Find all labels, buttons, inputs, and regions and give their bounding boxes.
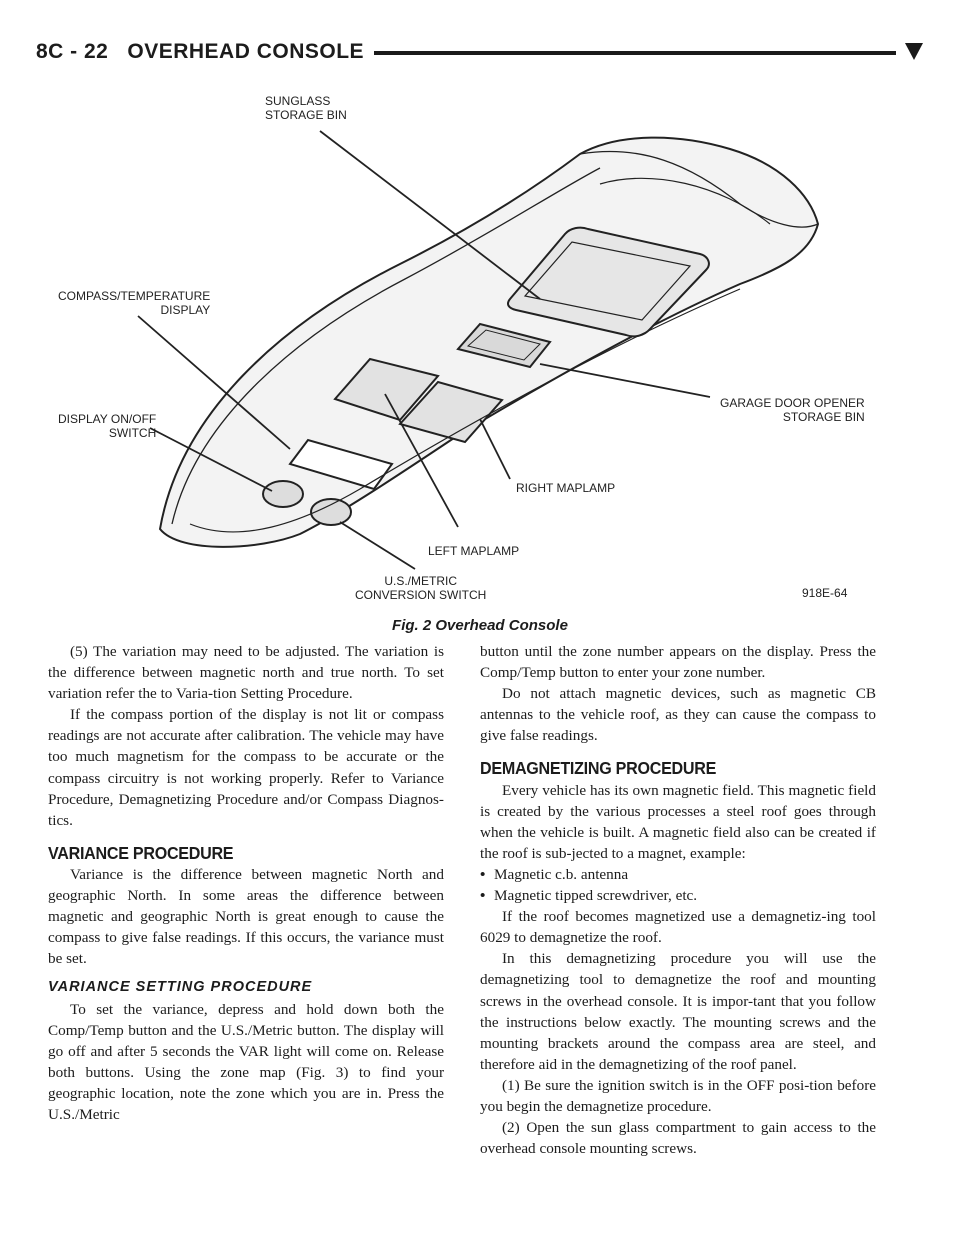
paragraph: In this demagnetizing procedure you will use the demagnetizing tool to demagnetize the roof and mounting screws in the overhead console. It is impor-tant that you follow the instructions below exactly. The mounting screws and the mounting brackets around the compass area are steel, and therefore aid in the demagnetizing of the roof panel. [480, 950, 876, 1073]
right-column [480, 641, 876, 1159]
bullet-icon: • [480, 887, 486, 905]
paragraph: (2) Open the sun glass compartment to gain access to the overhead console mounting screws. [480, 1119, 876, 1158]
section-heading-variance: VARIANCE PROCEDURE [48, 842, 234, 863]
list-item-text: Magnetic tipped screwdriver, etc. [494, 887, 698, 905]
display-switch-label: DISPLAY ON/OFF SWITCH [58, 412, 157, 440]
list-item-text: Magnetic c.b. antenna [494, 865, 629, 883]
left-maplamp-label: LEFT MAPLAMP [428, 544, 520, 558]
left-column [48, 641, 444, 1125]
list-item [480, 864, 876, 885]
paragraph: If the roof becomes magnetized use a demagnetiz-ing tool 6029 to demagnetize the roof. [480, 908, 876, 947]
compass-display-label: COMPASS/TEMPERATURE DISPLAY [58, 289, 211, 317]
page-title: 8C - 22 OVERHEAD CONSOLE [36, 40, 374, 64]
chevron-down-icon [904, 41, 924, 61]
paragraph: Every vehicle has its own magnetic field. This magnetic field is created by the various processes a steel roof goes through when the vehicle is built. A magnetic field also can be created if the roof is sub-jected to a magnet, example: [480, 781, 876, 862]
sunglass-bin-label: SUNGLASS STORAGE BIN [265, 94, 347, 122]
console-illustration [40, 84, 920, 604]
overhead-console-figure [40, 84, 920, 604]
list-item [480, 885, 876, 906]
page-header [36, 40, 924, 70]
right-maplamp-label: RIGHT MAPLAMP [516, 481, 616, 495]
paragraph: To set the variance, depress and hold down both the Comp/Temp button and the U.S./Metric button. The display will go off and after 5 seconds the VAR light will come on. Release both buttons. Using the zone map (Fig. 3) to find your geographic location, note the zone which you are in. Press the U.S./Metric [48, 1000, 444, 1123]
paragraph: button until the zone number appears on the display. Press the Comp/Temp button to enter your zone number. [480, 643, 876, 682]
paragraph: If the compass portion of the display is not lit or compass readings are not accurate after calibration. The vehicle may have too much magnetism for the compass to be accurate or the compass circuitry is not working properly. Refer to Variance Procedure, Demagnetizing Procedure and/or Compass Diagnos-tics. [48, 706, 444, 829]
garage-door-bin-label: GARAGE DOOR OPENER STORAGE BIN [720, 396, 865, 424]
paragraph: Variance is the difference between magnetic North and geographic North. In some areas the difference between magnetic and geographic North is great enough to cause the compass to give false readings. If this occurs, the variance must be set. [48, 865, 444, 968]
paragraph: (5) The variation may need to be adjusted. The variation is the difference between magnetic north and true north. To set variation refer the to Varia-tion Setting Procedure. [48, 643, 444, 703]
paragraph: Do not attach magnetic devices, such as magnetic CB antennas to the vehicle roof, as they can cause the compass to give false readings. [480, 685, 876, 745]
section-heading-demagnetizing: DEMAGNETIZING PROCEDURE [480, 758, 717, 779]
bullet-icon: • [480, 865, 486, 883]
conversion-switch-label: U.S./METRIC CONVERSION SWITCH [355, 574, 487, 602]
subsection-heading-variance-setting: VARIANCE SETTING PROCEDURE [48, 979, 313, 996]
figure-code: 918E-64 [802, 586, 848, 600]
paragraph: (1) Be sure the ignition switch is in the OFF posi-tion before you begin the demagnetize procedure. [480, 1076, 876, 1115]
figure-caption: Fig. 2 Overhead Console [392, 617, 568, 634]
